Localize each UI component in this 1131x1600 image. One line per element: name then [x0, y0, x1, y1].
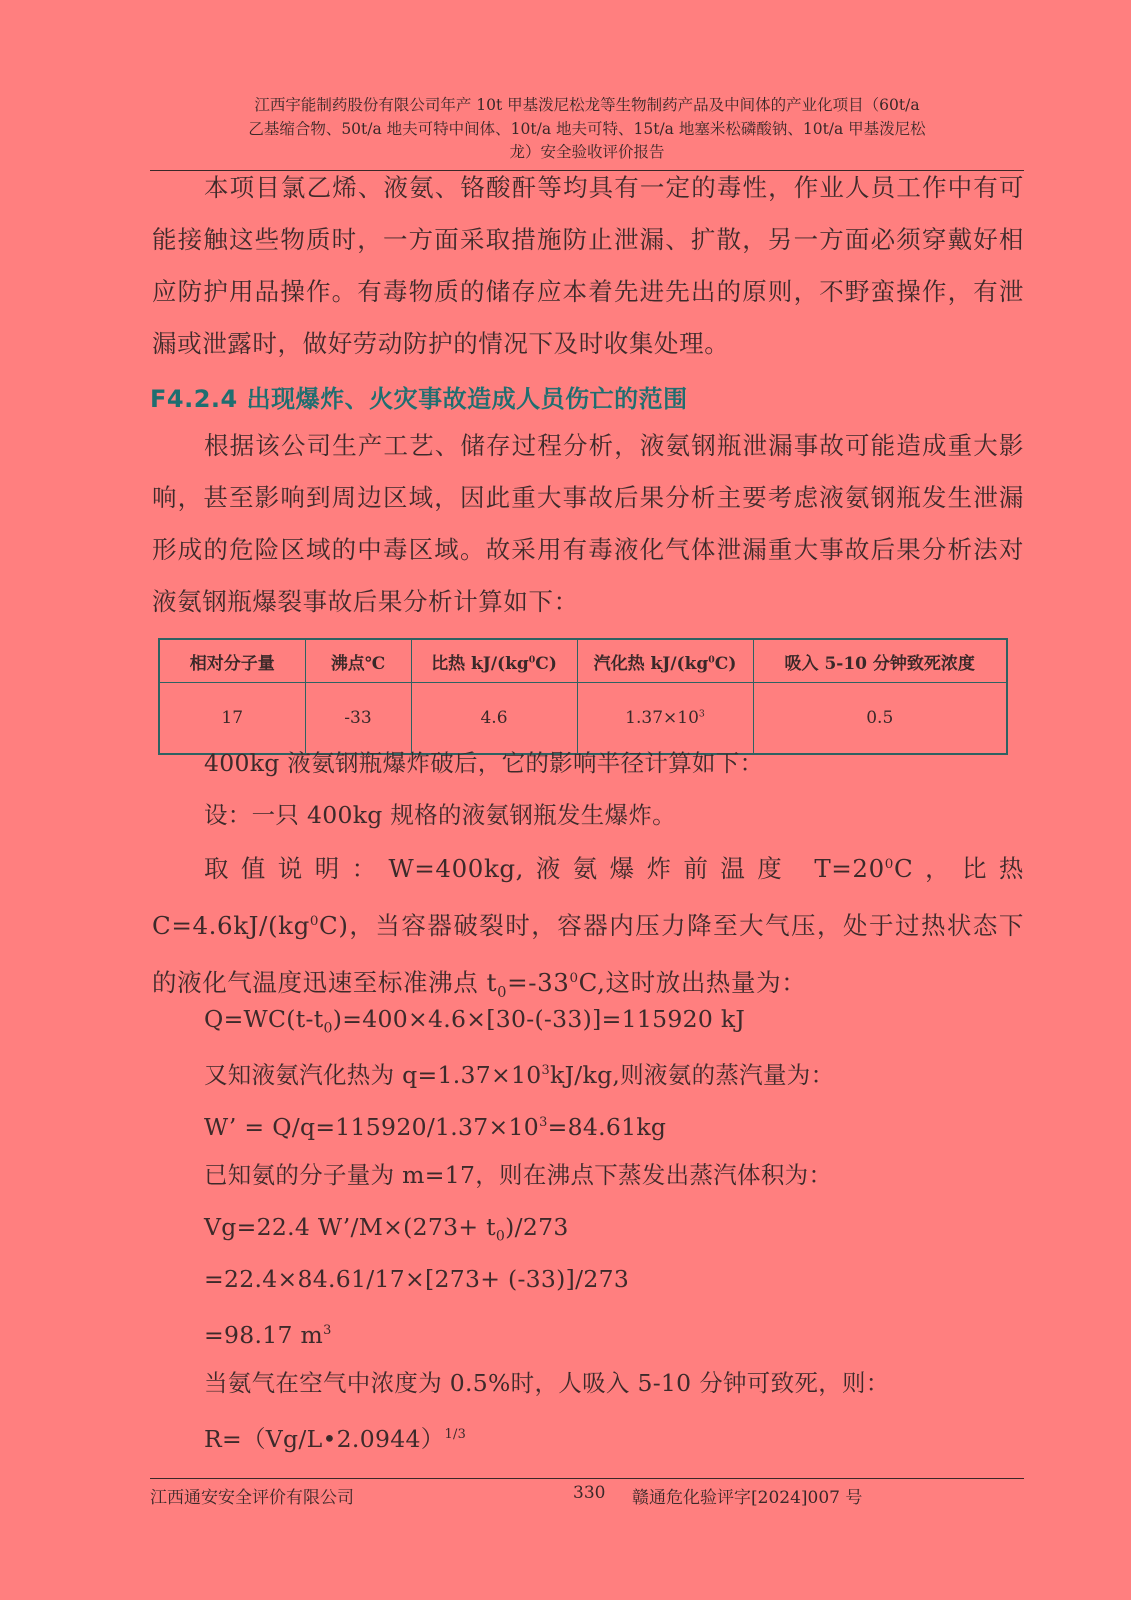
header-line-1: 江西宇能制药股份有限公司年产 10t 甲基泼尼松龙等生物制药产品及中间体的产业化项目（60t/a — [254, 96, 920, 114]
footer-rule — [150, 1478, 1024, 1479]
equation-radius: R=（Vg/L•2.0944）$^{1/3}$ — [204, 1424, 467, 1453]
equation-volume-calc: =22.4×84.61/17×[273+ (-33)]/273 — [204, 1265, 630, 1293]
section-heading: F4.2.4 出现爆炸、火灾事故造成人员伤亡的范围 — [150, 385, 688, 413]
footer-page-number: 330 — [573, 1483, 606, 1503]
text-line: 当氨气在空气中浓度为 0.5%时，人吸入 5-10 分钟可致死，则： — [204, 1369, 890, 1397]
table-header-cell: 比热 $kJ/(kg^0C)$ — [411, 639, 577, 683]
table-header-cell: 相对分子量 — [159, 639, 305, 683]
table-row — [159, 683, 1007, 755]
paragraph-values: 取值说明：W=400kg,液氨爆炸前温度 $T=20^0C$，比热 $C=4.6kJ/(kg^0C)$，当容器破裂时，容器内压力降至大气压，处于过热状态下的液化气温度迅速至标准沸点 $t_0=-33^0C$,这时放出热量为： — [152, 854, 1024, 1002]
text-line: 400kg 液氨钢瓶爆炸破后，它的影响半径计算如下： — [204, 749, 764, 777]
footer-company: 江西通安安全评价有限公司 — [150, 1488, 354, 1508]
text-line: 设：一只 400kg 规格的液氨钢瓶发生爆炸。 — [204, 801, 676, 829]
page-header — [150, 94, 1024, 165]
header-line-3: 龙）安全验收评价报告 — [509, 143, 665, 161]
header-line-2: 乙基缩合物、50t/a 地夫可特中间体、10t/a 地夫可特、15t/a 地塞米松磷酸钠、10t/a 甲基泼尼松 — [248, 119, 926, 138]
table-cell: 0.5 — [753, 683, 1007, 755]
table-header-cell: 汽化热 $kJ/(kg^0C)$ — [577, 639, 753, 683]
table-cell: 4.6 — [411, 683, 577, 755]
paragraph-analysis: 根据该公司生产工艺、储存过程分析，液氨钢瓶泄漏事故可能造成重大影响，甚至影响到周边区域，因此重大事故后果分析主要考虑液氨钢瓶发生泄漏形成的危险区域的中毒区域。故采用有毒液化气体泄漏重大事故后果分析法对液氨钢瓶爆裂事故后果分析计算如下： — [152, 431, 1024, 616]
footer-document-number: 赣通危化验评字[2024]007 号 — [632, 1488, 863, 1508]
table-header-row — [159, 639, 1007, 683]
table-header-cell: 吸入 5-10 分钟致死浓度 — [753, 639, 1007, 683]
equation-heat: $Q=WC(t-t_0)=400\times 4.6\times[30-(-33)]=115920$ kJ — [204, 1005, 746, 1037]
paragraph-toxicity: 本项目氯乙烯、液氨、铬酸酐等均具有一定的毒性，作业人员工作中有可能接触这些物质时，一方面采取措施防止泄漏、扩散，另一方面必须穿戴好相应防护用品操作。有毒物质的储存应本着先进先出的原则，不野蛮操作，有泄漏或泄露时，做好劳动防护的情况下及时收集处理。 — [152, 173, 1024, 358]
table-cell: $1.37\times 10^3$ — [577, 683, 753, 755]
table-cell: 17 — [159, 683, 305, 755]
equation-vapor-mass: W’ = $Q/q=115920/1.37\times 10^3=84.61kg$ — [204, 1112, 667, 1141]
equation-volume-result: =98.17 $m^3$ — [204, 1320, 332, 1349]
equation-volume: Vg=22.4 W’/M×(273+ $t_0)/273$ — [204, 1213, 569, 1245]
ammonia-properties-table — [158, 638, 1008, 755]
table-cell: -33 — [305, 683, 411, 755]
text-line: 已知氨的分子量为 m=17，则在沸点下蒸发出蒸汽体积为： — [204, 1161, 833, 1189]
table-header-cell: 沸点℃ — [305, 639, 411, 683]
equation-vaporization: 又知液氨汽化热为 $q=1.37\times 10^3kJ/kg$,则液氨的蒸汽量为： — [204, 1060, 835, 1089]
